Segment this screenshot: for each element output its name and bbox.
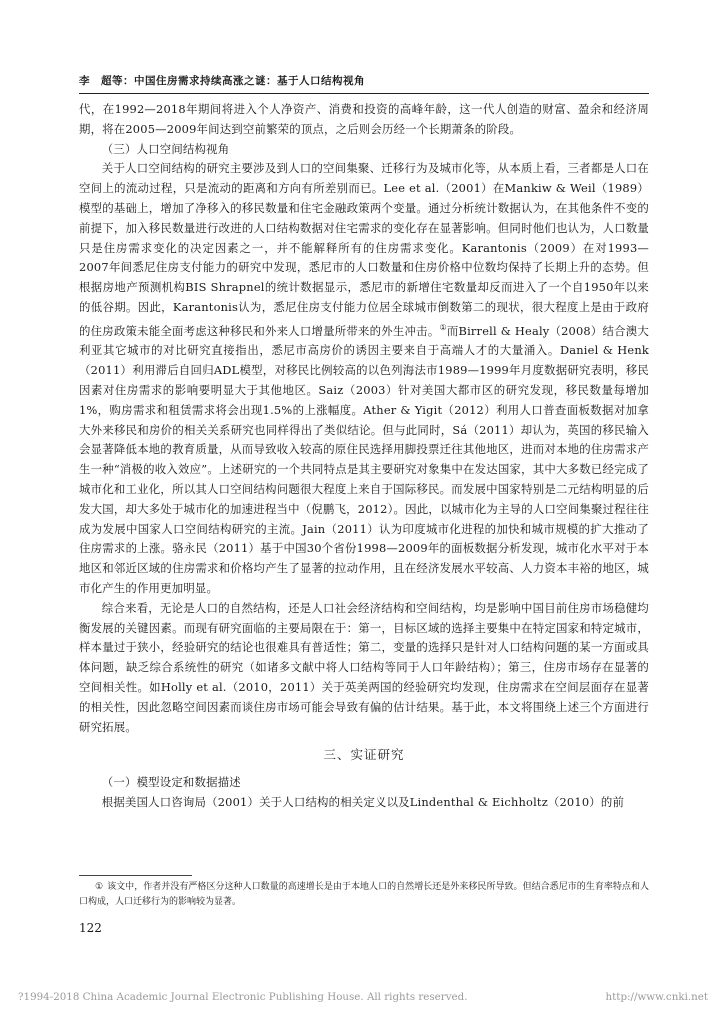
footnote-rule — [79, 875, 192, 876]
footnote-mark: ① — [95, 882, 104, 892]
subsection-heading: （一）模型设定和数据描述 — [101, 775, 241, 790]
paragraph-2-tail: 而Birrell & Healy（2008）结合澳大利亚其它城市的对比研究直接指出，悉尼市高房价的诱因主要来自于高端人才的大量涌入。Daniel & Henk（2011）利用滞后自回归ADL模型，对移民比例较高的以色列海法市1989—1999年月度数据研究表明，移民因素对住房需求的影响要明显大于其他地区。Saiz（2003）针对美国大都市区的研究发现，移民数量每增加1%，购房需求和租赁需求将会出现1.5%的上涨幅度。Ather & Yigit（2012）利用人口普查面板数据对加拿大外来移民和房价的相关关系研究也同样得出了类似结论。但与此同时，Sá（2011）却认为，英国的移民输入会显著降低本地的教育质量，从而导致收入较高的原住民选择用脚投票迁往其他地区，进而对本地的住房需求产生一种“消极的收入效应”。上述研究的一个共同特点是其主要研究对象集中在发达国家，其中大多数已经完成了城市化和工业化，所以其人口空间结构问题很大程度上来自于国际移民。而发展中国家特别是二元结构明显的后发大国，却大多处于城市化的加速进程当中（倪鹏飞，2012）。因此，以城市化为主导的人口空间集聚过程往往成为发展中国家人口空间结构研究的主流。Jain（2011）认为印度城市化进程的加快和城市规模的扩大推动了住房需求的上涨。骆永民（2011）基于中国30个省份1998—2009年的面板数据分析发现，城市化水平对于本地区和邻近区域的住房需求和价格均产生了显著的拉动作用，且在经济发展水平较高、人力资本丰裕的地区，城市化产生的作用更加明显。 — [79, 323, 650, 595]
paragraph-2 — [79, 159, 649, 598]
section-heading: 三、实证研究 — [323, 747, 405, 763]
subheading-spatial-structure: （三）人口空间结构视角 — [101, 141, 230, 156]
paragraph-3: 综合来看，无论是人口的自然结构，还是人口社会经济结构和空间结构，均是影响中国目前住房市场稳健均衡发展的关键因素。而现有研究面临的主要局限在于：第一，目标区域的选择主要集中在特定国家和特定城市，样本量过于狭小，经验研究的结论也很难具有普适性；第二，变量的选择只是针对人口结构问题的某一方面或具体问题，缺乏综合系统性的研究（如诸多文献中将人口结构等同于人口年龄结构）；第三，住房市场存在显著的空间相关性。如Holly et al.（2010，2011）关于英美两国的经验研究均发现，住房需求在空间层面存在显著的相关性，因此忽略空间因素而谈住房市场可能会导致有偏的估计结果。基于此，本文将围绕上述三个方面进行研究拓展。 — [79, 600, 649, 734]
footnote — [79, 880, 649, 909]
paragraph-1: 代，在1992—2018年期间将进入个人净资产、消费和投资的高峰年龄，这一代人创造的财富、盈余和经济周期，将在2005—2009年间达到空前繁荣的顶点，之后则会历经一个长期萧条的阶段。 — [79, 102, 649, 136]
footnote-text: 该文中，作者并没有严格区分这种人口数量的高速增长是由于本地人口的自然增长还是外来移民所导致。但结合悉尼市的生育率特点和人口构成，人口迁移行为的影响较为显著。 — [79, 882, 649, 907]
copyright-notice — [18, 991, 708, 1003]
body-text — [79, 100, 649, 813]
running-header: 李 超等：中国住房需求持续高涨之谜：基于人口结构视角 — [79, 75, 365, 87]
paragraph-2-text: 关于人口空间结构的研究主要涉及到人口的空间集聚、迁移行为及城市化等，从本质上看，三者都是人口在空间上的流动过程，只是流动的距离和方向有所差别而已。Lee et al.（2001）在Mankiw & Weil（1989）模型的基础上，增加了净移入的移民数量和住宅金融政策两个变量。通过分析统计数据认为，在其他条件不变的前提下，加入移民数量进行改进的人口结构数据对住宅需求的变化存在显著影响。但同时他们也认为，人口数量只是住房需求变化的决定因素之一，并不能解释所有的住房需求变化。Karantonis（2009）在对1993—2007年间悉尼住房支付能力的研究中发现，悉尼市的人口数量和住房价格中位数均保持了长期上升的态势。但根据房地产预测机构BIS Shrapnel的统计数据显示，悉尼市的新增住宅数量却反而进入了一个自1950年以来的低谷期。因此，Karantonis认为，悉尼住房支付能力位居全球城市倒数第二的现状，很大程度上是由于政府的住房政策未能全面考虑这种移民和外来人口增量所带来的外生冲击。 — [79, 161, 649, 338]
copyright-text: ?1994-2018 China Academic Journal Electronic Publishing House. All rights reserved. — [18, 991, 468, 1003]
header-rule — [79, 93, 649, 94]
footnote-reference[interactable]: ① — [439, 322, 447, 332]
paragraph-4: 根据美国人口咨询局（2001）关于人口结构的相关定义以及Lindenthal & Eichholtz（2010）的前 — [101, 794, 625, 809]
page-number: 122 — [79, 921, 102, 935]
cnki-link[interactable]: http://www.cnki.net — [605, 991, 708, 1003]
